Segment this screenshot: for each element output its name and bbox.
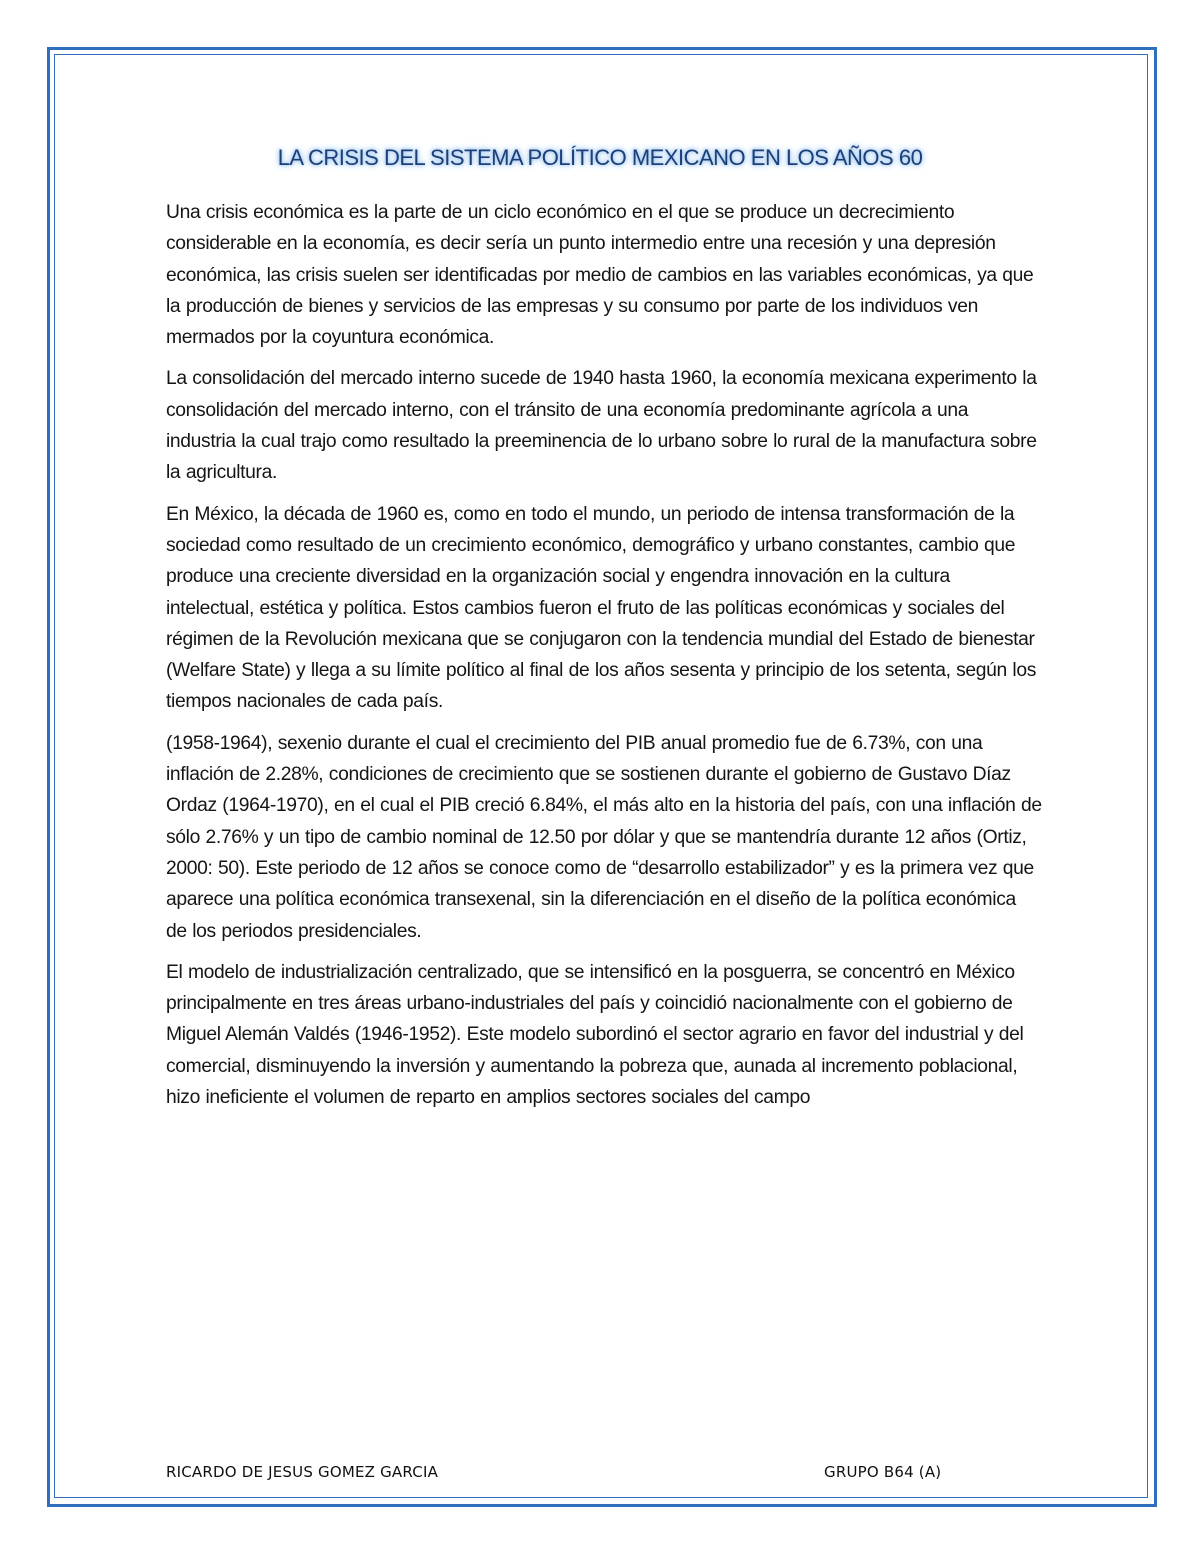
paragraph-3: En México, la década de 1960 es, como en todo el mundo, un periodo de intensa transformación de la sociedad como resultado de un crecimiento económico, demográfico y urbano constantes, cambio que produce una creciente diversidad en la organización social y engendra innovación en la cultura intelectual, estética y política. Estos cambios fueron el fruto de las políticas económicas y sociales del régimen de la Revolución mexicana que se conjugaron con la tendencia mundial del Estado de bienestar (Welfare State) y llega a su límite político al final de los años sesenta y principio de los setenta, según los tiempos nacionales de cada país. bbox=[166, 503, 1036, 713]
paragraph-4: (1958-1964), sexenio durante el cual el crecimiento del PIB anual promedio fue de 6.73%, con una inflación de 2.28%, condiciones de crecimiento que se sostienen durante el gobierno de Gustavo Díaz Ordaz (1964-1970), en el cual el PIB creció 6.84%, el más alto en la historia del país, con una inflación de sólo 2.76% y un tipo de cambio nominal de 12.50 por dólar y que se mantendría durante 12 años (Ortiz, 2000: 50). Este periodo de 12 años se conoce como de “desarrollo estabilizador” y es la primera vez que aparece una política económica transexenal, sin la diferenciación en el diseño de la política económica de los periodos presidenciales. bbox=[166, 732, 1042, 942]
paragraph-1: Una crisis económica es la parte de un ciclo económico en el que se produce un decrecimiento considerable en la economía, es decir sería un punto intermedio entre una recesión y una depresión económica, las crisis suelen ser identificadas por medio de cambios en las variables económicas, ya que la producción de bienes y servicios de las empresas y su consumo por parte de los individuos ven mermados por la coyuntura económica. bbox=[166, 202, 1034, 349]
footer-author: RICARDO DE JESUS GOMEZ GARCIA bbox=[166, 1463, 439, 1481]
paragraph-5: El modelo de industrialización centralizado, que se intensificó en la posguerra, se concentró en México principalmente en tres áreas urbano-industriales del país y coincidió nacionalmente con el gobierno de Miguel Alemán Valdés (1946-1952). Este modelo subordinó el sector agrario en favor del industrial y del comercial, disminuyendo la inversión y aumentando la pobreza que, aunada al incremento poblacional, hizo ineficiente el volumen de reparto en amplios sectores sociales del campo bbox=[166, 961, 1024, 1109]
footer-group: GRUPO B64 (A) bbox=[824, 1463, 942, 1481]
document-body bbox=[166, 197, 1042, 1123]
paragraph-2: La consolidación del mercado interno sucede de 1940 hasta 1960, la economía mexicana experimento la consolidación del mercado interno, con el tránsito de una economía predominante agrícola a una industria la cual trajo como resultado la preeminencia de lo urbano sobre lo rural de la manufactura sobre la agricultura. bbox=[166, 368, 1037, 484]
document-title: LA CRISIS DEL SISTEMA POLÍTICO MEXICANO EN LOS AÑOS 60 bbox=[277, 145, 923, 170]
